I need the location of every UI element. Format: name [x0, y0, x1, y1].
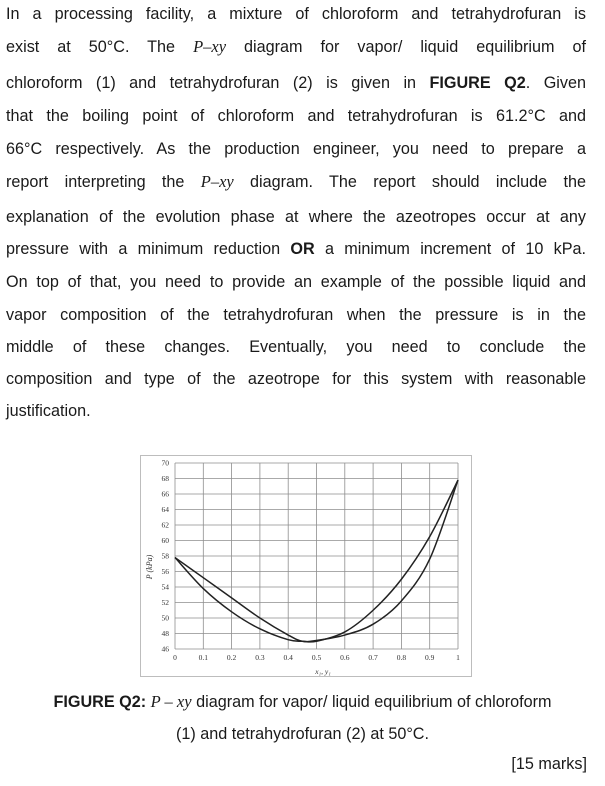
- question-line-6: report interpreting the P–xy diagram. The report should include the: [6, 172, 586, 191]
- y-tick-label: 58: [161, 551, 169, 561]
- pxy-chart: [140, 455, 472, 677]
- question-line-11: middle of these changes. Eventually, you need to conclude the: [6, 338, 586, 356]
- x-tick-label: 0: [173, 653, 177, 662]
- question-line-10: vapor composition of the tetrahydrofuran when the pressure is in the: [6, 306, 586, 324]
- x-tick-label: 0.1: [198, 653, 208, 662]
- y-tick-label: 48: [161, 629, 169, 638]
- question-line-8: pressure with a minimum reduction OR a minimum increment of 10 kPa.: [6, 240, 587, 258]
- question-line-2: exist at 50°C. The P–xy diagram for vapor/ liquid equilibrium of: [6, 37, 586, 56]
- x-tick-label: 0.4: [283, 653, 293, 662]
- y-tick-label: 68: [161, 474, 169, 483]
- x-tick-label: 1: [456, 653, 460, 662]
- x-tick-label: 0.2: [226, 653, 237, 662]
- x-tick-label: 0.6: [340, 653, 350, 662]
- y-tick-label: 56: [161, 567, 169, 576]
- y-tick-label: 54: [161, 582, 169, 592]
- question-line-7: explanation of the evolution phase at where the azeotropes occur at any: [6, 208, 586, 226]
- x-tick-label: 0.5: [311, 653, 322, 662]
- figure-reference: FIGURE Q2: [429, 74, 526, 92]
- x-tick-label: 0.9: [425, 653, 435, 662]
- x-axis-label: x₁, y₁: [315, 667, 331, 676]
- y-tick-label: 60: [161, 536, 169, 545]
- y-tick-label: 46: [161, 644, 169, 654]
- y-tick-label: 62: [161, 520, 169, 530]
- y-tick-label: 66: [161, 489, 169, 499]
- marks-label: [15 marks]: [511, 755, 587, 773]
- or-keyword: OR: [290, 240, 315, 258]
- chart-frame: [141, 456, 472, 677]
- figure-caption-line-2: (1) and tetrahydrofuran (2) at 50°C.: [175, 725, 429, 743]
- question-line-5: 66°C respectively. As the production engineer, you need to prepare a: [6, 140, 586, 158]
- x-tick-label: 0.7: [368, 653, 378, 662]
- question-line-4: that the boiling point of chloroform and tetrahydrofuran is 61.2°C and: [6, 107, 586, 125]
- y-tick-label: 52: [161, 598, 169, 607]
- x-tick-label: 0.3: [255, 653, 265, 662]
- y-axis-label: P (kPa): [145, 554, 154, 580]
- caption-label: FIGURE Q2: [53, 693, 141, 711]
- question-line-12: composition and type of the azeotrope for this system with reasonable: [6, 370, 586, 388]
- question-line-13: justification.: [6, 402, 91, 420]
- question-line-3: chloroform (1) and tetrahydrofuran (2) is given in FIGURE Q2. Given: [6, 74, 586, 92]
- figure-caption-line-1: FIGURE Q2: P – xy diagram for vapor/ liquid equilibrium of chloroform: [53, 692, 552, 711]
- question-line-9: On top of that, you need to provide an example of the possible liquid and: [6, 273, 586, 291]
- x-tick-label: 0.8: [396, 653, 407, 662]
- y-tick-label: 64: [161, 505, 169, 514]
- question-line-1: In a processing facility, a mixture of chloroform and tetrahydrofuran is: [6, 5, 586, 23]
- y-tick-label: 70: [161, 458, 169, 468]
- y-tick-label: 50: [161, 613, 169, 623]
